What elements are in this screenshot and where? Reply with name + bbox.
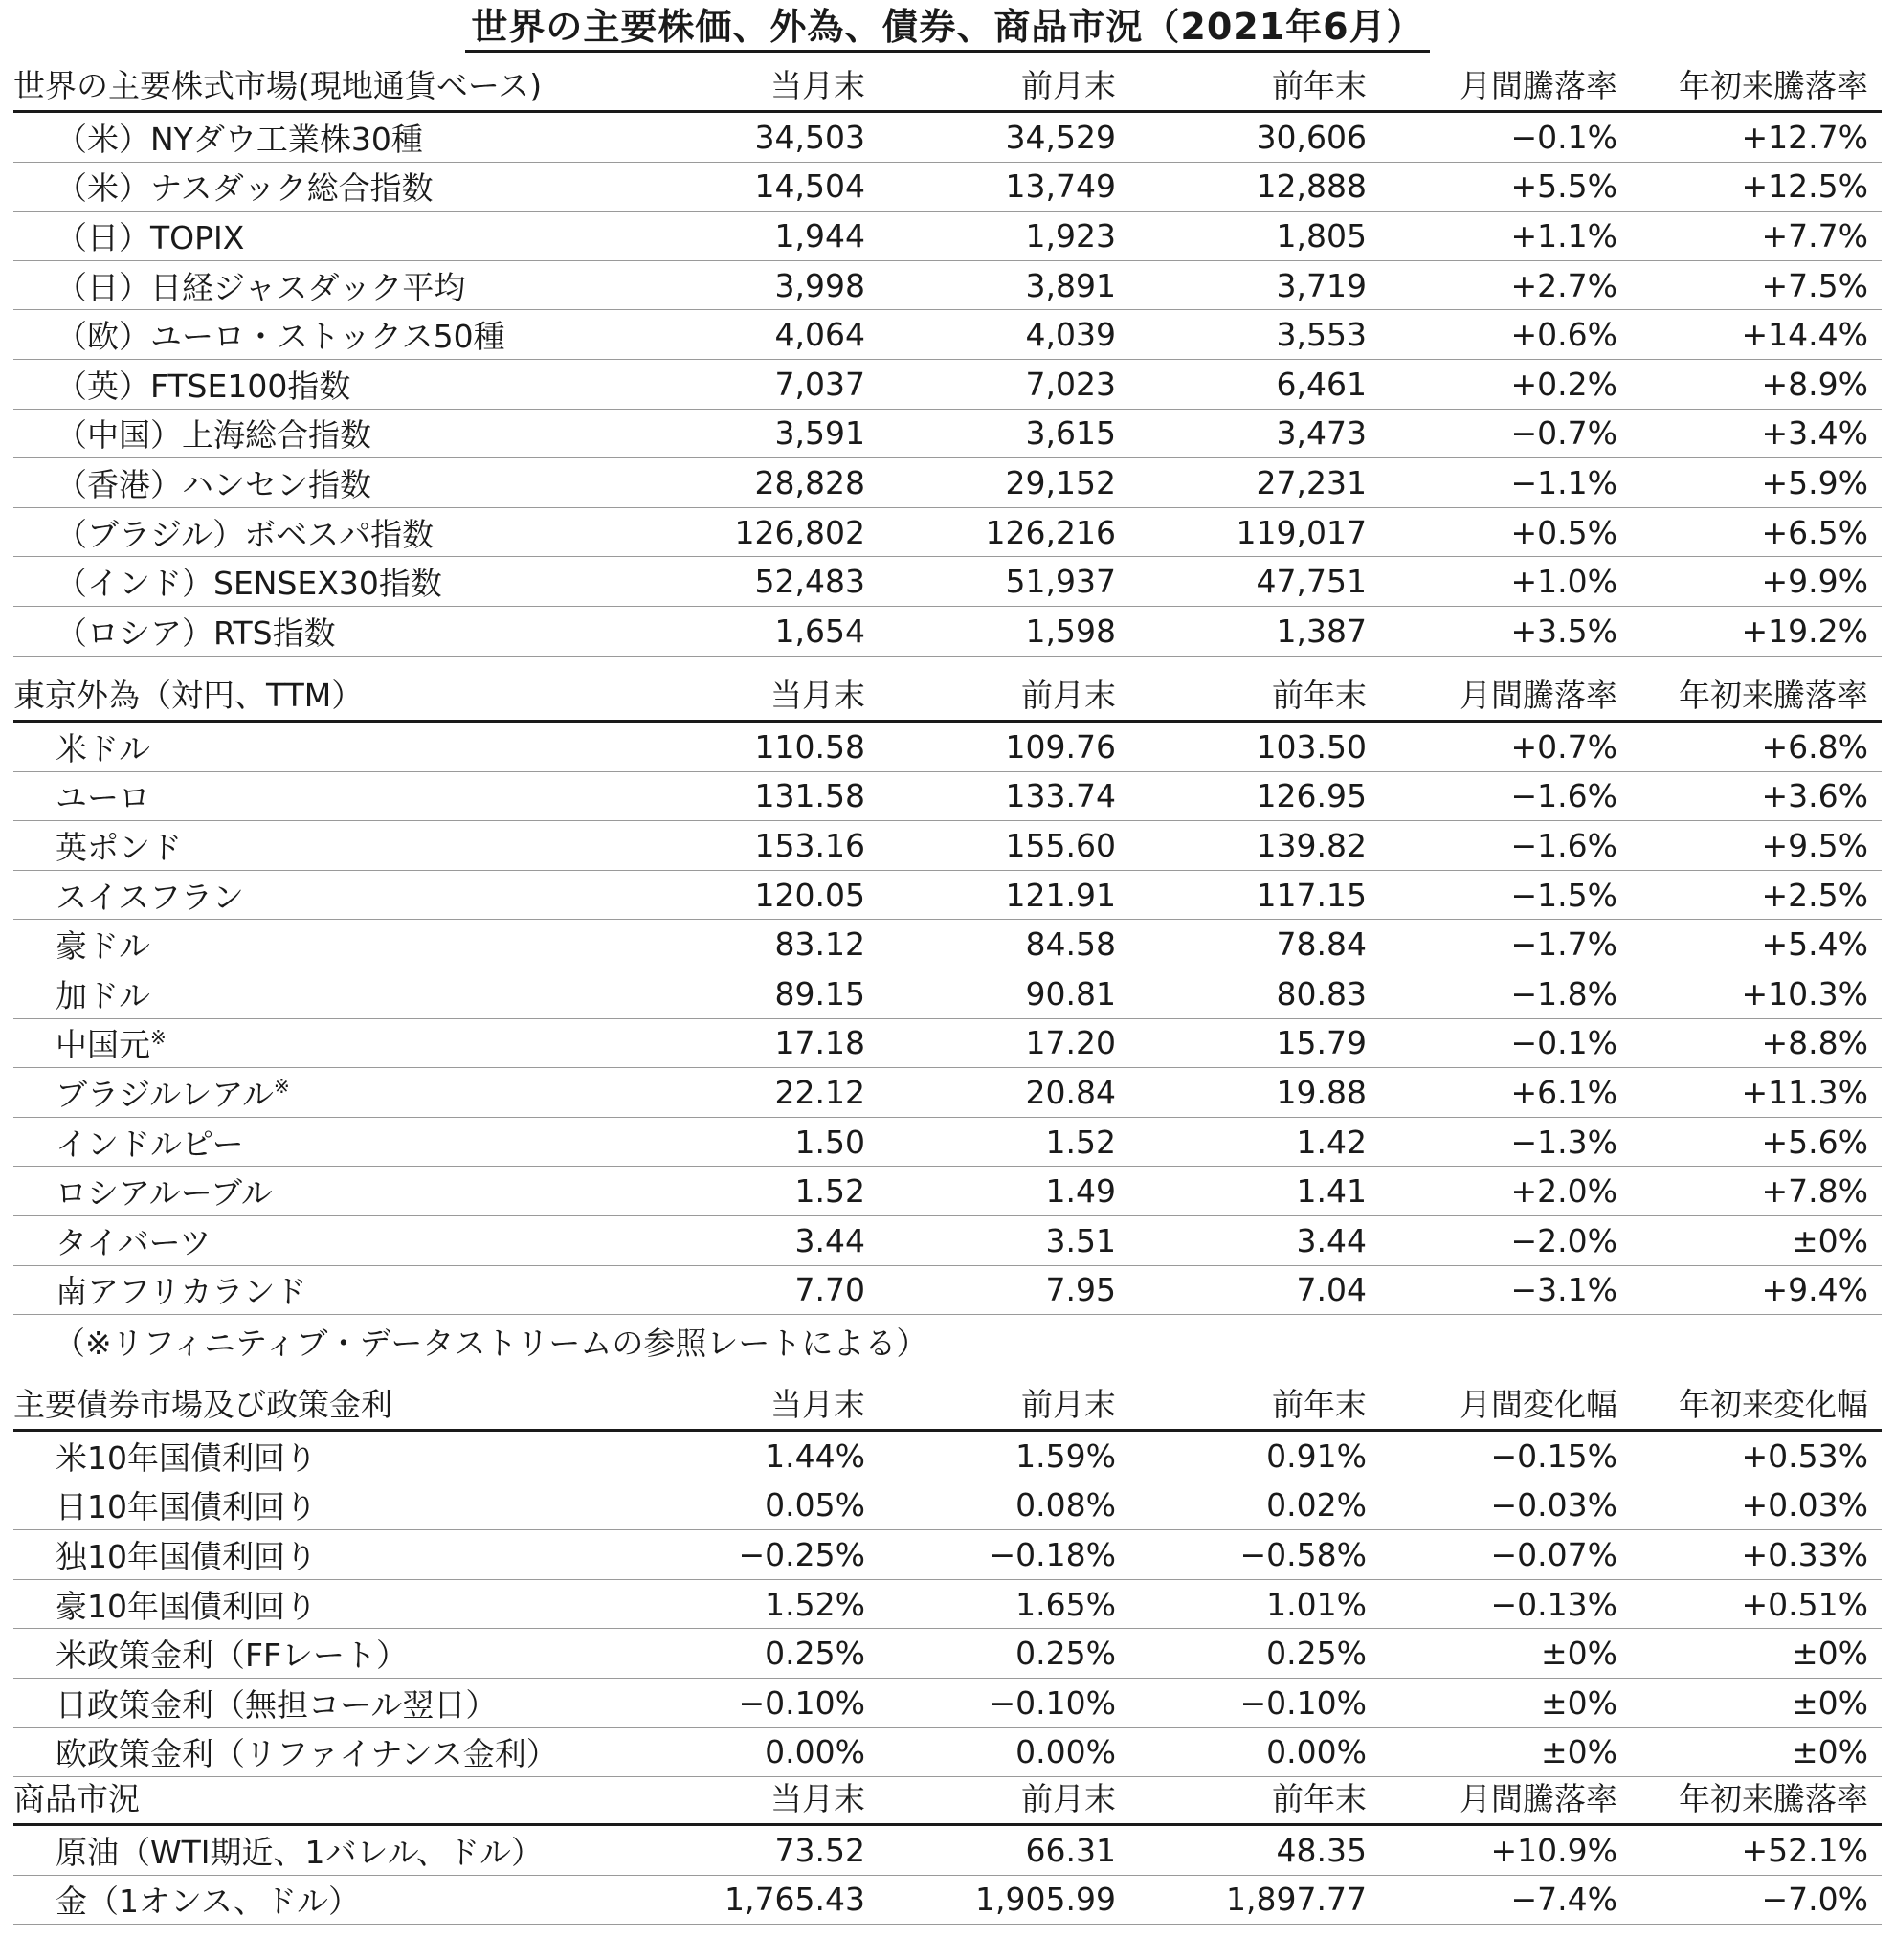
table-row bbox=[13, 1266, 1882, 1316]
cell-ytd-change: +9.9% bbox=[1761, 563, 1868, 601]
cell-current-month-end: −0.10% bbox=[738, 1683, 865, 1722]
cell-ytd-change: ±0% bbox=[1791, 1221, 1868, 1259]
cell-previous-month-end: 66.31 bbox=[1025, 1831, 1116, 1869]
cell-current-month-end: 0.05% bbox=[765, 1486, 865, 1525]
cell-ytd-change: +9.5% bbox=[1761, 826, 1868, 864]
cell-monthly-change: −0.15% bbox=[1490, 1437, 1617, 1475]
row-label-text: （米）ナスダック総合指数 bbox=[56, 169, 434, 208]
table-row bbox=[13, 1216, 1882, 1266]
cell-previous-year-end: 12,888 bbox=[1256, 167, 1367, 206]
cell-ytd-change: +0.03% bbox=[1741, 1486, 1868, 1525]
cell-monthly-change: +0.2% bbox=[1510, 365, 1617, 403]
cell-monthly-change: +10.9% bbox=[1490, 1831, 1617, 1869]
cell-current-month-end: 1.44% bbox=[765, 1437, 865, 1475]
section-heading: 主要債券市場及び政策金利 bbox=[13, 1386, 392, 1423]
cell-monthly-change: +1.1% bbox=[1510, 216, 1617, 255]
cell-previous-year-end: 27,231 bbox=[1256, 463, 1367, 501]
cell-ytd-change: +5.6% bbox=[1761, 1123, 1868, 1161]
cell-ytd-change: +52.1% bbox=[1741, 1831, 1868, 1869]
row-label bbox=[56, 920, 150, 969]
cell-monthly-change: −0.07% bbox=[1490, 1535, 1617, 1573]
column-header-previous-year-end: 前年末 bbox=[1272, 1780, 1367, 1817]
cell-monthly-change: +2.0% bbox=[1510, 1172, 1617, 1211]
column-header-monthly-change: 月間騰落率 bbox=[1460, 67, 1617, 104]
cell-monthly-change: +6.1% bbox=[1510, 1073, 1617, 1111]
cell-ytd-change: +9.4% bbox=[1761, 1271, 1868, 1309]
cell-previous-month-end: 155.60 bbox=[1005, 826, 1116, 864]
cell-current-month-end: 3,998 bbox=[774, 266, 865, 304]
cell-previous-year-end: 3,473 bbox=[1276, 414, 1367, 453]
table-row bbox=[13, 723, 1882, 772]
cell-ytd-change: +3.6% bbox=[1761, 777, 1868, 815]
cell-current-month-end: 7,037 bbox=[774, 365, 865, 403]
cell-previous-year-end: 119,017 bbox=[1236, 513, 1367, 551]
table-header bbox=[13, 1778, 1882, 1826]
cell-previous-month-end: 7,023 bbox=[1025, 365, 1116, 403]
row-label bbox=[56, 261, 465, 310]
row-label bbox=[56, 607, 336, 656]
row-label-text: インドルピー bbox=[56, 1125, 244, 1163]
table-row bbox=[13, 871, 1882, 921]
cell-monthly-change: −0.03% bbox=[1490, 1486, 1617, 1525]
row-label-text: ブラジルレアル bbox=[56, 1075, 275, 1113]
cell-ytd-change: ±0% bbox=[1791, 1635, 1868, 1673]
cell-previous-month-end: 0.25% bbox=[1015, 1635, 1116, 1673]
cell-previous-year-end: 3,719 bbox=[1276, 266, 1367, 304]
row-label bbox=[56, 871, 244, 920]
row-label bbox=[56, 113, 423, 162]
row-label bbox=[56, 1728, 558, 1777]
column-header-current-month-end: 当月末 bbox=[770, 67, 865, 104]
table-row bbox=[13, 1728, 1882, 1778]
cell-current-month-end: 131.58 bbox=[754, 777, 865, 815]
cell-previous-month-end: 90.81 bbox=[1025, 974, 1116, 1013]
table-row bbox=[13, 1629, 1882, 1679]
cell-previous-year-end: 117.15 bbox=[1256, 876, 1367, 914]
row-label-text: （香港）ハンセン指数 bbox=[56, 465, 371, 503]
row-label-text: 英ポンド bbox=[56, 828, 182, 866]
table-row bbox=[13, 458, 1882, 508]
table-row bbox=[13, 1530, 1882, 1580]
cell-monthly-change: −0.1% bbox=[1510, 118, 1617, 156]
row-label-text: 豪10年国債利回り bbox=[56, 1587, 317, 1625]
table-row bbox=[13, 261, 1882, 311]
cell-previous-month-end: 1.59% bbox=[1015, 1437, 1116, 1475]
cell-previous-month-end: −0.18% bbox=[989, 1535, 1116, 1573]
column-header-current-month-end: 当月末 bbox=[770, 1780, 865, 1817]
row-label-text: 米政策金利（FFレート） bbox=[56, 1637, 408, 1675]
cell-previous-month-end: 1.52 bbox=[1045, 1123, 1116, 1161]
stock-markets-table bbox=[13, 65, 1882, 657]
cell-current-month-end: 4,064 bbox=[774, 316, 865, 354]
cell-monthly-change: ±0% bbox=[1540, 1733, 1617, 1771]
row-label bbox=[56, 360, 350, 409]
cell-previous-year-end: 103.50 bbox=[1256, 727, 1367, 766]
cell-previous-month-end: 1.65% bbox=[1015, 1585, 1116, 1623]
table-row bbox=[13, 772, 1882, 822]
row-label bbox=[56, 1266, 306, 1315]
column-header-previous-year-end: 前年末 bbox=[1272, 1386, 1367, 1423]
row-label-text: （米）NYダウ工業株30種 bbox=[56, 120, 423, 158]
row-label-text: （欧）ユーロ・ストックス50種 bbox=[56, 318, 505, 356]
cell-ytd-change: +11.3% bbox=[1741, 1073, 1868, 1111]
cell-ytd-change: ±0% bbox=[1791, 1733, 1868, 1771]
column-header-monthly-change: 月間騰落率 bbox=[1460, 677, 1617, 714]
cell-previous-year-end: 3.44 bbox=[1296, 1221, 1367, 1259]
cell-monthly-change: −7.4% bbox=[1510, 1881, 1617, 1919]
row-label bbox=[56, 1629, 408, 1678]
cell-monthly-change: −1.7% bbox=[1510, 925, 1617, 964]
row-label bbox=[56, 1580, 317, 1629]
cell-monthly-change: +5.5% bbox=[1510, 167, 1617, 206]
cell-monthly-change: −2.0% bbox=[1510, 1221, 1617, 1259]
column-header-previous-month-end: 前月末 bbox=[1021, 1780, 1116, 1817]
cell-previous-month-end: 1,598 bbox=[1025, 612, 1116, 650]
row-label bbox=[56, 1068, 290, 1117]
cell-monthly-change: ±0% bbox=[1540, 1683, 1617, 1722]
cell-previous-year-end: −0.10% bbox=[1239, 1683, 1367, 1722]
cell-previous-year-end: 0.00% bbox=[1266, 1733, 1367, 1771]
bonds-policy-rates-table bbox=[13, 1384, 1882, 1777]
cell-previous-year-end: −0.58% bbox=[1239, 1535, 1367, 1573]
cell-monthly-change: −1.5% bbox=[1510, 876, 1617, 914]
cell-ytd-change: +5.9% bbox=[1761, 463, 1868, 501]
row-label-text: 日10年国債利回り bbox=[56, 1488, 317, 1526]
cell-previous-year-end: 15.79 bbox=[1276, 1024, 1367, 1062]
table-header bbox=[13, 675, 1882, 723]
cell-ytd-change: +7.5% bbox=[1761, 266, 1868, 304]
table-row bbox=[13, 212, 1882, 261]
cell-previous-year-end: 1,897.77 bbox=[1226, 1881, 1367, 1919]
table-row bbox=[13, 1068, 1882, 1118]
cell-current-month-end: 1.50 bbox=[794, 1123, 865, 1161]
footnote-mark: ※ bbox=[150, 1025, 167, 1049]
cell-monthly-change: +0.5% bbox=[1510, 513, 1617, 551]
cell-previous-month-end: 126,216 bbox=[985, 513, 1116, 551]
cell-current-month-end: 1,765.43 bbox=[725, 1881, 865, 1919]
cell-previous-month-end: −0.10% bbox=[989, 1683, 1116, 1722]
row-label bbox=[56, 1481, 317, 1530]
cell-ytd-change: ±0% bbox=[1791, 1683, 1868, 1722]
row-label bbox=[56, 458, 371, 507]
column-header-ytd-change: 年初来変化幅 bbox=[1679, 1386, 1868, 1423]
row-label bbox=[56, 1826, 543, 1875]
cell-current-month-end: 0.25% bbox=[765, 1635, 865, 1673]
table-row bbox=[13, 410, 1882, 459]
column-header-current-month-end: 当月末 bbox=[770, 1386, 865, 1423]
table-row bbox=[13, 310, 1882, 360]
cell-monthly-change: −1.3% bbox=[1510, 1123, 1617, 1161]
cell-previous-year-end: 47,751 bbox=[1256, 563, 1367, 601]
row-label bbox=[56, 723, 150, 771]
cell-ytd-change: +3.4% bbox=[1761, 414, 1868, 453]
cell-ytd-change: +8.9% bbox=[1761, 365, 1868, 403]
column-header-previous-year-end: 前年末 bbox=[1272, 67, 1367, 104]
cell-previous-month-end: 29,152 bbox=[1005, 463, 1116, 501]
cell-previous-year-end: 1,805 bbox=[1276, 216, 1367, 255]
row-label bbox=[56, 1679, 497, 1727]
row-label-text: 原油（WTI期近、1バレル、ドル） bbox=[56, 1833, 544, 1871]
cell-previous-year-end: 0.02% bbox=[1266, 1486, 1367, 1525]
cell-previous-year-end: 0.91% bbox=[1266, 1437, 1367, 1475]
row-label-text: （インド）SENSEX30指数 bbox=[56, 565, 442, 603]
row-label bbox=[56, 1019, 167, 1068]
cell-previous-month-end: 0.08% bbox=[1015, 1486, 1116, 1525]
cell-previous-month-end: 51,937 bbox=[1005, 563, 1116, 601]
cell-monthly-change: −1.6% bbox=[1510, 826, 1617, 864]
cell-monthly-change: −0.13% bbox=[1490, 1585, 1617, 1623]
cell-previous-month-end: 34,529 bbox=[1005, 118, 1116, 156]
cell-current-month-end: 7.70 bbox=[794, 1271, 865, 1309]
cell-previous-month-end: 1,923 bbox=[1025, 216, 1116, 255]
cell-previous-month-end: 17.20 bbox=[1025, 1024, 1116, 1062]
cell-previous-month-end: 133.74 bbox=[1005, 777, 1116, 815]
row-label bbox=[56, 508, 434, 557]
column-header-monthly-change: 月間変化幅 bbox=[1460, 1386, 1617, 1423]
table-row bbox=[13, 821, 1882, 871]
table-row bbox=[13, 113, 1882, 163]
row-label bbox=[56, 410, 371, 458]
row-label bbox=[56, 1432, 317, 1481]
cell-current-month-end: 89.15 bbox=[774, 974, 865, 1013]
cell-ytd-change: +10.3% bbox=[1741, 974, 1868, 1013]
cell-monthly-change: +3.5% bbox=[1510, 612, 1617, 650]
row-label-text: 独10年国債利回り bbox=[56, 1537, 317, 1575]
cell-monthly-change: +0.7% bbox=[1510, 727, 1617, 766]
cell-ytd-change: +0.53% bbox=[1741, 1437, 1868, 1475]
column-header-ytd-change: 年初来騰落率 bbox=[1679, 1780, 1868, 1817]
page-title bbox=[0, 4, 1895, 50]
cell-current-month-end: 52,483 bbox=[754, 563, 865, 601]
cell-current-month-end: 83.12 bbox=[774, 925, 865, 964]
column-header-previous-year-end: 前年末 bbox=[1272, 677, 1367, 714]
footnote-mark: ※ bbox=[274, 1075, 290, 1099]
table-row bbox=[13, 360, 1882, 410]
cell-ytd-change: +7.8% bbox=[1761, 1172, 1868, 1211]
row-label-text: （ロシア）RTS指数 bbox=[56, 613, 336, 652]
tokyo-fx-table bbox=[13, 675, 1882, 1315]
cell-previous-month-end: 13,749 bbox=[1005, 167, 1116, 206]
column-header-ytd-change: 年初来騰落率 bbox=[1679, 67, 1868, 104]
cell-previous-year-end: 1.41 bbox=[1296, 1172, 1367, 1211]
table-row bbox=[13, 969, 1882, 1019]
cell-ytd-change: +14.4% bbox=[1741, 316, 1868, 354]
table-row bbox=[13, 1167, 1882, 1216]
table-row bbox=[13, 1481, 1882, 1531]
cell-ytd-change: +0.51% bbox=[1741, 1585, 1868, 1623]
cell-monthly-change: +0.6% bbox=[1510, 316, 1617, 354]
row-label-text: スイスフラン bbox=[56, 878, 245, 916]
cell-previous-year-end: 126.95 bbox=[1256, 777, 1367, 815]
cell-previous-month-end: 109.76 bbox=[1005, 727, 1116, 766]
cell-previous-year-end: 78.84 bbox=[1276, 925, 1367, 964]
cell-previous-month-end: 0.00% bbox=[1015, 1733, 1116, 1771]
column-header-previous-month-end: 前月末 bbox=[1021, 1386, 1116, 1423]
cell-current-month-end: 3,591 bbox=[774, 414, 865, 453]
column-header-monthly-change: 月間騰落率 bbox=[1460, 1780, 1617, 1817]
cell-previous-year-end: 1,387 bbox=[1276, 612, 1367, 650]
cell-ytd-change: +6.8% bbox=[1761, 727, 1868, 766]
fx-footnote: （※リフィニティブ・データストリームの参照レートによる） bbox=[54, 1325, 928, 1362]
cell-ytd-change: +5.4% bbox=[1761, 925, 1868, 964]
cell-ytd-change: −7.0% bbox=[1761, 1881, 1868, 1919]
cell-previous-year-end: 80.83 bbox=[1276, 974, 1367, 1013]
cell-monthly-change: +1.0% bbox=[1510, 563, 1617, 601]
cell-previous-year-end: 3,553 bbox=[1276, 316, 1367, 354]
cell-current-month-end: 22.12 bbox=[774, 1073, 865, 1111]
table-header bbox=[13, 65, 1882, 113]
row-label-text: ユーロ bbox=[56, 779, 150, 817]
row-label-text: 加ドル bbox=[56, 976, 150, 1014]
table-row bbox=[13, 1432, 1882, 1481]
cell-current-month-end: 1,654 bbox=[774, 612, 865, 650]
cell-ytd-change: +12.5% bbox=[1741, 167, 1868, 206]
cell-previous-year-end: 1.01% bbox=[1266, 1585, 1367, 1623]
cell-previous-year-end: 30,606 bbox=[1256, 118, 1367, 156]
row-label bbox=[56, 1530, 317, 1579]
column-header-current-month-end: 当月末 bbox=[770, 677, 865, 714]
table-header bbox=[13, 1384, 1882, 1432]
table-row bbox=[13, 163, 1882, 212]
row-label bbox=[56, 163, 434, 212]
row-label bbox=[56, 969, 150, 1018]
cell-current-month-end: 153.16 bbox=[754, 826, 865, 864]
cell-current-month-end: 14,504 bbox=[754, 167, 865, 206]
row-label-text: 米10年国債利回り bbox=[56, 1438, 317, 1477]
table-row bbox=[13, 508, 1882, 558]
page-title-text: 世界の主要株価、外為、債券、商品市況（2021年6月） bbox=[465, 6, 1429, 53]
cell-current-month-end: 17.18 bbox=[774, 1024, 865, 1062]
row-label-text: （日）日経ジャスダック平均 bbox=[56, 268, 466, 306]
cell-monthly-change: −1.8% bbox=[1510, 974, 1617, 1013]
cell-current-month-end: 110.58 bbox=[754, 727, 865, 766]
cell-previous-month-end: 1.49 bbox=[1045, 1172, 1116, 1211]
row-label bbox=[56, 821, 182, 870]
table-row bbox=[13, 1679, 1882, 1728]
table-row bbox=[13, 557, 1882, 607]
table-row bbox=[13, 1118, 1882, 1168]
row-label-text: タイバーツ bbox=[56, 1223, 212, 1261]
table-row bbox=[13, 1876, 1882, 1926]
cell-current-month-end: 73.52 bbox=[774, 1831, 865, 1869]
column-header-previous-month-end: 前月末 bbox=[1021, 67, 1116, 104]
cell-current-month-end: 0.00% bbox=[765, 1733, 865, 1771]
cell-previous-month-end: 3,891 bbox=[1025, 266, 1116, 304]
cell-current-month-end: 120.05 bbox=[754, 876, 865, 914]
column-header-ytd-change: 年初来騰落率 bbox=[1679, 677, 1868, 714]
cell-previous-year-end: 0.25% bbox=[1266, 1635, 1367, 1673]
cell-ytd-change: +0.33% bbox=[1741, 1535, 1868, 1573]
row-label bbox=[56, 772, 150, 821]
section-heading: 東京外為（対円、TTM） bbox=[13, 677, 364, 714]
row-label-text: （英）FTSE100指数 bbox=[56, 367, 351, 405]
cell-monthly-change: −0.7% bbox=[1510, 414, 1617, 453]
row-label-text: （中国）上海総合指数 bbox=[56, 416, 371, 455]
cell-monthly-change: −1.1% bbox=[1510, 463, 1617, 501]
cell-current-month-end: 3.44 bbox=[794, 1221, 865, 1259]
cell-current-month-end: 1.52 bbox=[794, 1172, 865, 1211]
cell-ytd-change: +7.7% bbox=[1761, 216, 1868, 255]
row-label bbox=[56, 557, 442, 606]
cell-ytd-change: +2.5% bbox=[1761, 876, 1868, 914]
row-label-text: 日政策金利（無担コール翌日） bbox=[56, 1685, 498, 1724]
cell-monthly-change: −1.6% bbox=[1510, 777, 1617, 815]
cell-previous-month-end: 3,615 bbox=[1025, 414, 1116, 453]
row-label bbox=[56, 310, 505, 359]
cell-ytd-change: +8.8% bbox=[1761, 1024, 1868, 1062]
cell-current-month-end: 28,828 bbox=[754, 463, 865, 501]
row-label-text: 金（1オンス、ドル） bbox=[56, 1882, 360, 1921]
cell-previous-year-end: 48.35 bbox=[1276, 1831, 1367, 1869]
section-heading: 世界の主要株式市場(現地通貨ベース) bbox=[13, 67, 543, 104]
cell-monthly-change: −3.1% bbox=[1510, 1271, 1617, 1309]
table-row bbox=[13, 1019, 1882, 1069]
row-label bbox=[56, 1216, 211, 1265]
cell-previous-year-end: 7.04 bbox=[1296, 1271, 1367, 1309]
row-label bbox=[56, 212, 244, 260]
row-label bbox=[56, 1167, 273, 1215]
table-row bbox=[13, 1826, 1882, 1876]
cell-ytd-change: +19.2% bbox=[1741, 612, 1868, 650]
row-label-text: 豪ドル bbox=[56, 927, 150, 966]
row-label bbox=[56, 1876, 360, 1925]
cell-previous-year-end: 6,461 bbox=[1276, 365, 1367, 403]
row-label-text: 中国元 bbox=[56, 1026, 150, 1064]
cell-previous-year-end: 1.42 bbox=[1296, 1123, 1367, 1161]
row-label-text: 米ドル bbox=[56, 729, 150, 768]
row-label-text: 南アフリカランド bbox=[56, 1273, 307, 1311]
cell-monthly-change: −0.1% bbox=[1510, 1024, 1617, 1062]
cell-current-month-end: 1.52% bbox=[765, 1585, 865, 1623]
cell-previous-month-end: 20.84 bbox=[1025, 1073, 1116, 1111]
row-label bbox=[56, 1118, 244, 1167]
cell-previous-month-end: 1,905.99 bbox=[975, 1881, 1116, 1919]
cell-current-month-end: 1,944 bbox=[774, 216, 865, 255]
cell-previous-year-end: 19.88 bbox=[1276, 1073, 1367, 1111]
cell-current-month-end: 34,503 bbox=[754, 118, 865, 156]
cell-previous-year-end: 139.82 bbox=[1256, 826, 1367, 864]
cell-previous-month-end: 4,039 bbox=[1025, 316, 1116, 354]
cell-previous-month-end: 84.58 bbox=[1025, 925, 1116, 964]
row-label-text: 欧政策金利（リファイナンス金利） bbox=[56, 1735, 558, 1773]
table-row bbox=[13, 607, 1882, 657]
section-heading: 商品市況 bbox=[13, 1780, 140, 1817]
row-label-text: （ブラジル）ボベスパ指数 bbox=[56, 515, 435, 553]
cell-previous-month-end: 7.95 bbox=[1045, 1271, 1116, 1309]
cell-ytd-change: +12.7% bbox=[1741, 118, 1868, 156]
cell-previous-month-end: 3.51 bbox=[1045, 1221, 1116, 1259]
cell-ytd-change: +6.5% bbox=[1761, 513, 1868, 551]
table-row bbox=[13, 920, 1882, 969]
cell-current-month-end: −0.25% bbox=[738, 1535, 865, 1573]
column-header-previous-month-end: 前月末 bbox=[1021, 677, 1116, 714]
commodities-table bbox=[13, 1778, 1882, 1925]
cell-monthly-change: ±0% bbox=[1540, 1635, 1617, 1673]
row-label-text: （日）TOPIX bbox=[56, 218, 245, 256]
cell-monthly-change: +2.7% bbox=[1510, 266, 1617, 304]
cell-current-month-end: 126,802 bbox=[734, 513, 865, 551]
cell-previous-month-end: 121.91 bbox=[1005, 876, 1116, 914]
table-row bbox=[13, 1580, 1882, 1630]
row-label-text: ロシアルーブル bbox=[56, 1174, 273, 1213]
